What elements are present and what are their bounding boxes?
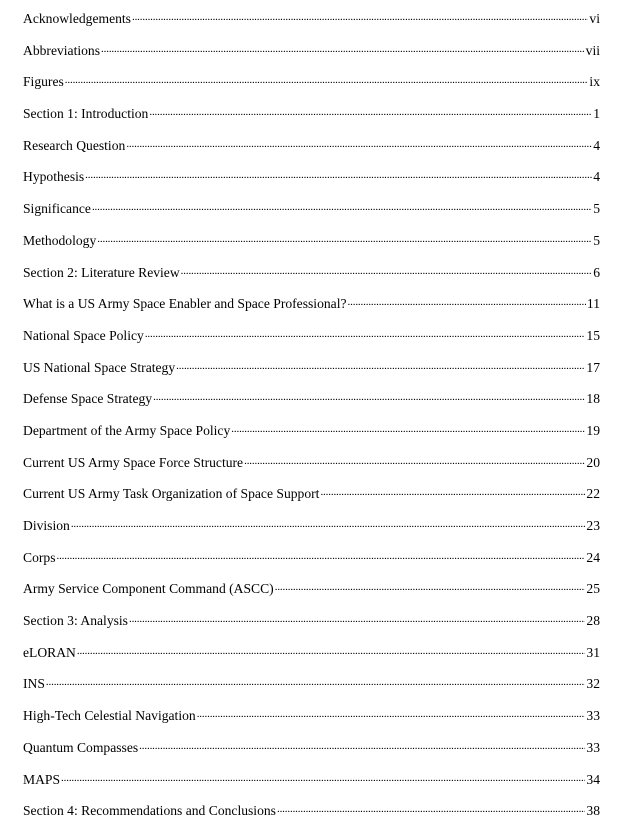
toc-entry[interactable] <box>23 573 600 605</box>
toc-entry[interactable] <box>23 637 600 669</box>
toc-entry[interactable] <box>23 478 600 510</box>
toc-entry-title: Section 4: Recommendations and Conclusions <box>23 803 276 819</box>
table-of-contents <box>23 3 600 827</box>
dot-leader <box>101 41 585 55</box>
toc-entry-title: Corps <box>23 549 56 565</box>
toc-entry-page: 6 <box>593 264 600 280</box>
dot-leader <box>145 326 586 340</box>
dot-leader <box>132 9 588 23</box>
toc-entry-title: Division <box>23 518 70 533</box>
dot-leader <box>153 390 585 404</box>
toc-entry-page: vii <box>585 42 600 58</box>
toc-entry[interactable] <box>23 605 600 637</box>
toc-entry[interactable] <box>23 447 600 479</box>
toc-entry[interactable] <box>23 700 600 732</box>
toc-entry[interactable] <box>23 764 600 796</box>
dot-leader <box>275 580 586 594</box>
toc-entry[interactable] <box>23 288 600 320</box>
toc-entry-page: 34 <box>586 771 600 787</box>
toc-entry-page: 33 <box>586 708 600 724</box>
toc-entry[interactable] <box>23 130 600 162</box>
toc-entry[interactable] <box>23 732 600 764</box>
toc-entry-page: 22 <box>586 486 600 502</box>
toc-entry-page: 32 <box>586 676 600 692</box>
toc-entry[interactable] <box>23 415 600 447</box>
dot-leader <box>320 485 585 499</box>
toc-entry-title: Quantum Compasses <box>23 739 139 755</box>
toc-entry-page: 11 <box>586 296 600 312</box>
toc-entry-page: 4 <box>593 169 600 185</box>
toc-entry-page: 24 <box>586 549 600 565</box>
dot-leader <box>129 611 585 625</box>
toc-entry[interactable] <box>23 193 600 225</box>
toc-entry[interactable] <box>23 320 600 352</box>
toc-entry-page: 20 <box>586 454 600 470</box>
toc-entry-page: 4 <box>593 137 600 153</box>
toc-entry-title: High-Tech Celestial Navigation <box>23 708 196 724</box>
dot-leader <box>126 136 592 150</box>
toc-entry-title: INS <box>23 676 45 692</box>
toc-entry[interactable] <box>23 161 600 193</box>
toc-entry[interactable] <box>23 3 600 35</box>
toc-entry-title: US National Space Strategy <box>23 359 176 375</box>
dot-leader <box>46 675 586 689</box>
toc-entry-title: Research Question <box>23 137 126 153</box>
dot-leader <box>77 643 586 657</box>
toc-entry[interactable] <box>23 352 600 384</box>
toc-entry[interactable] <box>23 795 600 827</box>
toc-entry-title: Army Service Component Command (ASCC) <box>23 581 274 597</box>
dot-leader <box>277 802 585 816</box>
toc-entry-page: 31 <box>586 644 600 660</box>
toc-entry-title: Section 1: Introduction <box>23 106 149 122</box>
toc-entry-page: 28 <box>586 613 600 629</box>
toc-entry-title: Department of the Army Space Policy <box>23 422 231 438</box>
toc-entry-page: 19 <box>586 422 600 438</box>
toc-entry-title: Defense Space Strategy <box>23 391 153 407</box>
toc-entry-title: Acknowledgements <box>23 11 131 26</box>
dot-leader <box>56 548 585 562</box>
toc-entry-page: 5 <box>593 201 600 217</box>
toc-entry[interactable] <box>23 542 600 574</box>
toc-entry-title: National Space Policy <box>23 327 144 343</box>
toc-entry[interactable] <box>23 35 600 67</box>
dot-leader <box>139 738 585 752</box>
dot-leader <box>85 168 592 182</box>
toc-entry[interactable] <box>23 225 600 257</box>
toc-entry[interactable] <box>23 668 600 700</box>
dot-leader <box>197 707 586 721</box>
dot-leader <box>97 231 592 245</box>
toc-entry-page: 15 <box>586 327 600 343</box>
toc-entry[interactable] <box>23 257 600 289</box>
toc-entry-page: 1 <box>593 106 600 122</box>
toc-entry[interactable] <box>23 510 600 542</box>
dot-leader <box>176 358 585 372</box>
dot-leader <box>348 295 586 309</box>
toc-entry-title: eLORAN <box>23 644 76 660</box>
dot-leader <box>65 73 589 87</box>
toc-entry-page: 5 <box>593 232 600 248</box>
toc-entry-page: 23 <box>586 518 600 533</box>
dot-leader <box>61 770 585 784</box>
toc-entry-title: What is a US Army Space Enabler and Space Professional? <box>23 296 347 312</box>
toc-entry[interactable] <box>23 98 600 130</box>
dot-leader <box>92 200 592 214</box>
toc-entry-page: vi <box>589 11 600 26</box>
toc-entry-page: 25 <box>586 581 600 597</box>
dot-leader <box>244 453 585 467</box>
dot-leader <box>181 263 593 277</box>
toc-entry-title: Current US Army Task Organization of Space Support <box>23 486 320 502</box>
toc-entry-page: 38 <box>586 803 600 819</box>
toc-entry[interactable] <box>23 383 600 415</box>
toc-entry-page: 33 <box>586 739 600 755</box>
toc-entry-title: Methodology <box>23 232 97 248</box>
toc-entry-title: Section 2: Literature Review <box>23 264 180 280</box>
toc-entry-page: 18 <box>586 391 600 407</box>
toc-entry-title: Significance <box>23 201 91 217</box>
toc-entry-title: Abbreviations <box>23 42 101 58</box>
toc-entry[interactable] <box>23 66 600 98</box>
dot-leader <box>71 516 586 530</box>
dot-leader <box>149 104 592 118</box>
toc-entry-title: Section 3: Analysis <box>23 613 128 629</box>
dot-leader <box>231 421 585 435</box>
toc-entry-title: Current US Army Space Force Structure <box>23 454 244 470</box>
toc-entry-page: ix <box>589 74 600 90</box>
toc-entry-title: Figures <box>23 74 64 90</box>
toc-entry-title: MAPS <box>23 771 61 787</box>
toc-entry-page: 17 <box>586 359 600 375</box>
toc-entry-title: Hypothesis <box>23 169 85 185</box>
